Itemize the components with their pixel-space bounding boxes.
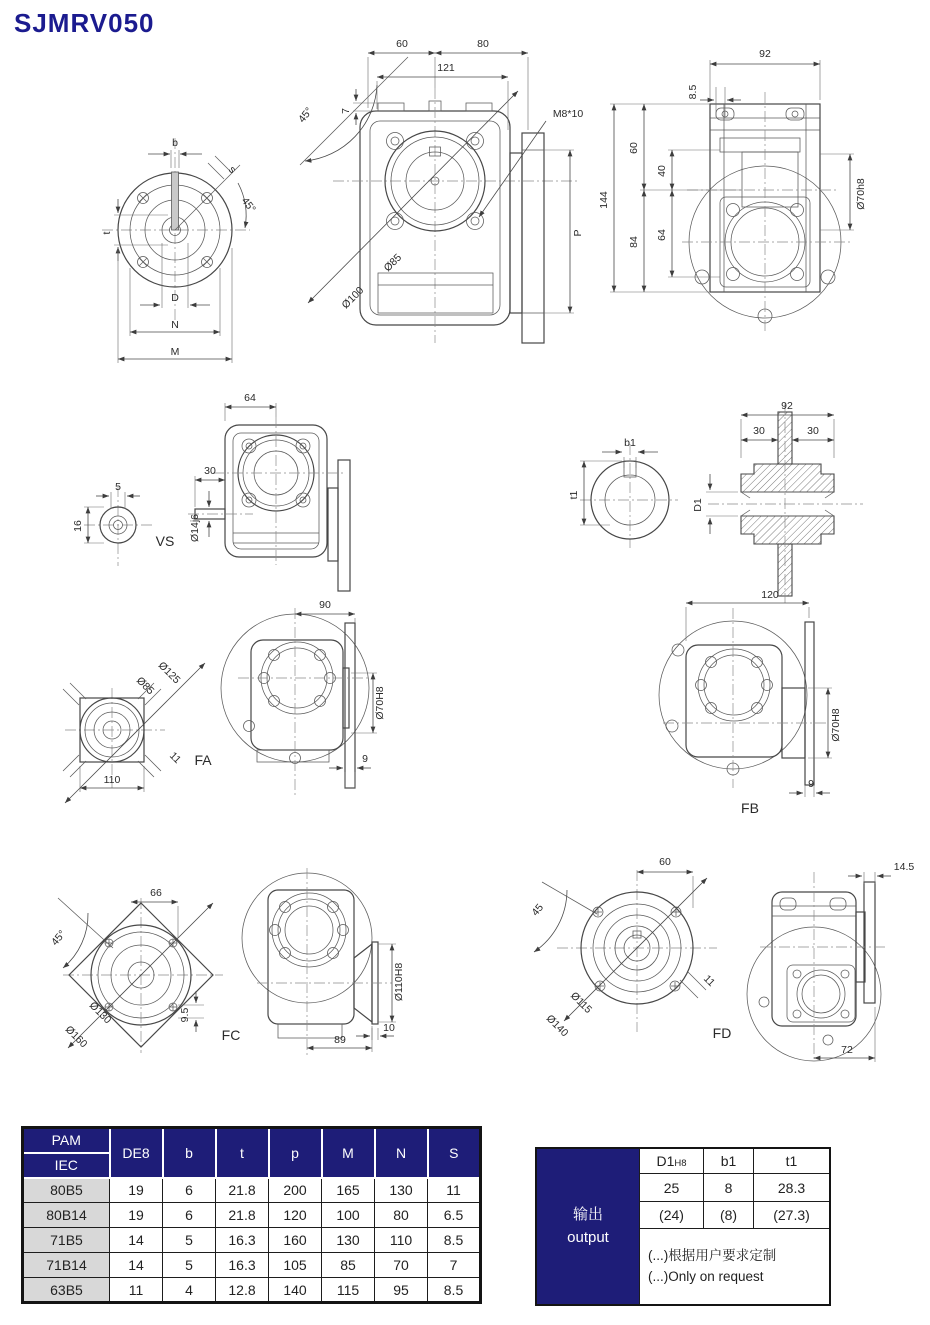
svg-text:30: 30 — [204, 465, 216, 477]
pam-header: PAM — [23, 1128, 110, 1153]
iec-code: 71B14 — [23, 1253, 110, 1278]
svg-text:45°: 45° — [48, 928, 69, 949]
col-header-b: b — [163, 1128, 216, 1178]
svg-text:144: 144 — [598, 191, 610, 209]
view-bore-keyway — [570, 438, 685, 553]
svg-text:30: 30 — [753, 425, 765, 437]
svg-text:FC: FC — [221, 1027, 241, 1043]
svg-text:t1: t1 — [568, 490, 580, 500]
svg-text:89: 89 — [334, 1034, 346, 1046]
cell: 25 — [639, 1174, 703, 1202]
iec-code: 71B5 — [23, 1228, 110, 1253]
iec-code: 63B5 — [23, 1278, 110, 1303]
svg-text:16: 16 — [72, 520, 84, 532]
svg-text:Ø100: Ø100 — [339, 284, 367, 312]
view-fd-flange — [502, 852, 737, 1072]
svg-text:72: 72 — [841, 1044, 853, 1056]
svg-text:N: N — [171, 319, 179, 331]
svg-text:FD: FD — [712, 1025, 732, 1041]
svg-text:92: 92 — [759, 48, 771, 60]
svg-text:45°: 45° — [296, 105, 316, 126]
svg-text:66: 66 — [150, 887, 162, 899]
page-title: SJMRV050 — [14, 8, 155, 38]
svg-text:121: 121 — [437, 62, 455, 74]
svg-text:60: 60 — [628, 142, 640, 154]
iec-code: 80B14 — [23, 1203, 110, 1228]
svg-text:FB: FB — [741, 800, 759, 816]
svg-text:Ø70h8: Ø70h8 — [855, 178, 867, 210]
output-label-cn: 输出 — [572, 1206, 603, 1223]
note-cn: (...)根据用户要求定制 — [648, 1247, 777, 1263]
table-header-row — [23, 1128, 481, 1153]
svg-text:45°: 45° — [238, 195, 258, 216]
output-label-en: output — [567, 1228, 609, 1246]
svg-text:9: 9 — [808, 778, 814, 790]
svg-text:t: t — [101, 231, 113, 235]
svg-text:110: 110 — [103, 774, 121, 786]
svg-text:80: 80 — [477, 38, 489, 50]
svg-text:b: b — [172, 137, 178, 149]
iec-header: IEC — [23, 1153, 110, 1178]
bolt-holes — [270, 902, 349, 959]
view-hollow-shaft-section — [688, 398, 883, 608]
cell: (8) — [703, 1202, 753, 1229]
col-header-n: N — [375, 1128, 428, 1178]
view-worm-shaft-side — [183, 393, 363, 598]
svg-text:11: 11 — [167, 749, 184, 766]
bolt-holes — [666, 644, 773, 775]
svg-text:Ø70H8: Ø70H8 — [830, 708, 842, 742]
svg-text:84: 84 — [628, 236, 640, 248]
svg-text:b1: b1 — [624, 437, 636, 449]
col-header-s: S — [428, 1128, 481, 1178]
svg-text:FA: FA — [194, 752, 212, 768]
svg-text:60: 60 — [396, 38, 408, 50]
svg-text:9.5: 9.5 — [179, 1007, 191, 1023]
svg-text:45: 45 — [529, 901, 547, 919]
view-input-flange-front — [88, 108, 273, 373]
col-header-t: t — [216, 1128, 269, 1178]
table-row: 80B5 19 6 21.8 200 165 130 11 — [23, 1178, 481, 1203]
svg-text:14.5: 14.5 — [893, 861, 915, 873]
view-vs-shaft-end — [70, 478, 185, 573]
svg-text:s: s — [226, 163, 239, 176]
svg-text:30: 30 — [807, 425, 819, 437]
svg-text:8.5: 8.5 — [687, 84, 699, 100]
svg-text:92: 92 — [781, 400, 793, 412]
output-side-label — [537, 1149, 639, 1304]
view-fa-flange — [35, 638, 250, 833]
output-note — [639, 1229, 829, 1304]
view-fc-flange — [28, 858, 263, 1078]
svg-text:Ø85: Ø85 — [381, 251, 405, 275]
view-fa-side — [233, 598, 388, 803]
svg-text:120: 120 — [761, 589, 779, 601]
note-en: (...)Only on request — [648, 1268, 764, 1284]
svg-text:VS: VS — [155, 533, 175, 549]
col-header-m: M — [322, 1128, 375, 1178]
output-table — [535, 1147, 831, 1306]
svg-text:5: 5 — [115, 481, 121, 493]
svg-text:7: 7 — [340, 108, 352, 114]
cell: (24) — [639, 1202, 703, 1229]
svg-text:40: 40 — [656, 165, 668, 177]
iec-code: 80B5 — [23, 1178, 110, 1203]
svg-text:Ø70H8: Ø70H8 — [374, 686, 386, 720]
svg-text:Ø130: Ø130 — [86, 999, 114, 1027]
table-row: 71B5 14 5 16.3 160 130 110 8.5 — [23, 1228, 481, 1253]
svg-text:M: M — [170, 346, 180, 358]
view-fd-side — [752, 852, 930, 1070]
view-fb — [648, 589, 883, 823]
cell: 8 — [703, 1174, 753, 1202]
svg-text:D: D — [171, 292, 179, 304]
table-row: 71B14 14 5 16.3 105 85 70 7 — [23, 1253, 481, 1278]
svg-text:M8*10: M8*10 — [552, 108, 584, 120]
svg-text:Ø160: Ø160 — [62, 1023, 90, 1051]
cell: 28.3 — [753, 1174, 829, 1202]
col-header-p: p — [269, 1128, 322, 1178]
svg-text:Ø14j6: Ø14j6 — [189, 513, 201, 543]
svg-text:10: 10 — [383, 1022, 395, 1034]
cell: (27.3) — [753, 1202, 829, 1229]
table-row: 80B14 19 6 21.8 120 100 80 6.5 — [23, 1203, 481, 1228]
svg-text:64: 64 — [656, 229, 668, 241]
svg-text:D1: D1 — [692, 498, 704, 512]
col-header-d1: D1 H8 — [639, 1149, 703, 1174]
svg-text:Ø125: Ø125 — [155, 659, 183, 687]
svg-text:9: 9 — [362, 753, 368, 765]
col-header-de8: DE8 — [110, 1128, 163, 1178]
svg-text:90: 90 — [319, 599, 331, 611]
col-header-t1: t1 — [753, 1149, 829, 1174]
view-gearbox-front — [278, 33, 608, 368]
bolt-holes — [244, 650, 336, 764]
svg-text:Ø140: Ø140 — [543, 1012, 571, 1040]
output-grid — [639, 1149, 829, 1304]
svg-text:P: P — [572, 229, 584, 237]
view-fc-side — [252, 858, 412, 1068]
col-header-b1: b1 — [703, 1149, 753, 1174]
svg-text:Ø115: Ø115 — [568, 989, 595, 1016]
table-row: 63B5 11 4 12.8 140 115 95 8.5 — [23, 1278, 481, 1303]
pam-iec-table — [21, 1126, 482, 1304]
svg-text:Ø85: Ø85 — [133, 674, 157, 698]
svg-text:64: 64 — [244, 392, 256, 404]
svg-text:Ø110H8: Ø110H8 — [393, 962, 405, 1002]
view-gearbox-side — [592, 42, 927, 342]
svg-text:60: 60 — [659, 856, 671, 868]
svg-text:11: 11 — [701, 972, 718, 989]
